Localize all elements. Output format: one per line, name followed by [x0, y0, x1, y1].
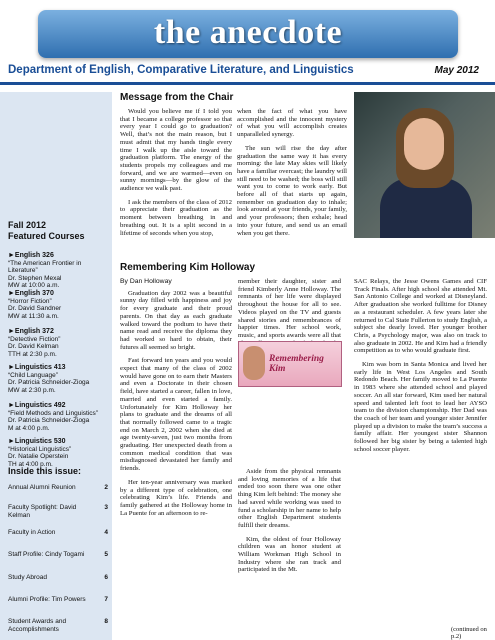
- toc-page: 3: [104, 504, 108, 511]
- course-name: “The American Frontier in Literature”: [8, 259, 82, 275]
- course-time: TTH at 2:30 p.m.: [8, 350, 57, 358]
- toc-label: Alumni Profile: Tim Powers: [8, 596, 86, 603]
- holloway-paragraph: Aside from the physical remnants and loving memories of a life that ended too soon there was one other thing Kim left behind: The money she had saved while working was used to fund a scholarship in her name to help other English Department students fulfill their dreams.: [238, 468, 341, 529]
- course-title: ►Linguistics 492: [8, 402, 66, 409]
- newsletter-title: the anecdote: [153, 14, 343, 51]
- holloway-column-3: [354, 278, 487, 459]
- course-name: “Field Methods and Linguistics”: [8, 409, 98, 417]
- course-title: ►English 372: [8, 328, 54, 335]
- course-instructor: Dr. David Kelman: [8, 343, 59, 351]
- course-item: [8, 402, 110, 432]
- chair-column-1: [120, 108, 232, 243]
- toc-page: 2: [104, 484, 108, 491]
- holloway-paragraph: Kim was born in Santa Monica and lived her early life in West Los Angeles and South Redondo Beach. Her family moved to La Puente in 1983 where she attended school and played soccer. An all star forward, Kim used her natural speed and talented left foot to lead her AYSO team to the division championship. Her Dad was the coach of her team and younger sister Jennifer played up a division to make the team’s success a family affair. Her youngest sister Shannon followed her big sister by being a talented high school soccer player.: [354, 361, 487, 453]
- toc-label: Annual Alumni Reunion: [8, 484, 76, 491]
- course-title: ►Linguistics 530: [8, 438, 66, 445]
- course-item: [8, 290, 110, 320]
- course-instructor: Dr. David Sandner: [8, 305, 62, 313]
- chair-paragraph: I ask the members of the class of 2012 to appreciate their graduation as the moment between breathing in and breathing out. It is a split second in a lifetime of seconds when you stop,: [120, 198, 232, 237]
- continued-note[interactable]: (continued on p.2): [451, 626, 487, 640]
- chair-column-2: [237, 108, 347, 243]
- holloway-paragraph: member their daughter, sister and friend Kimberly Anne Holloway. The remnants of her life were displayed throughout the house for all to see. Videos played on the TV and guests shared stories and remembrances of happier times. Her school work, music, and sports awards were all that: [238, 278, 341, 339]
- holloway-column-2b: [238, 468, 341, 580]
- page-header: [0, 0, 495, 86]
- image-caption-text: Remembering Kim: [269, 354, 324, 374]
- course-name: “Child Language”: [8, 371, 58, 379]
- course-item: [8, 438, 110, 468]
- issue-date: May 2012: [434, 65, 479, 76]
- sidebar-term: Fall 2012: [8, 220, 47, 230]
- toc-page: 5: [104, 551, 108, 558]
- course-time: M at 4:00 p.m.: [8, 424, 50, 432]
- holloway-paragraph: Kim, the oldest of four Holloway children was an honor student at William Workman High School in Industry where she ran track and participated in the Mt.: [238, 535, 341, 574]
- holloway-paragraph: Her ten-year anniversary was marked by a different type of celebration, one celebrating Kim’s life. Friends and family gathered at the Holloway home in La Puente for an afternoon to re-: [120, 478, 232, 517]
- holloway-column-1: [120, 278, 232, 523]
- holloway-paragraph: SAC Relays, the Jesse Owens Games and CIF Track Finals. After high school she attended Mt. San Antonio College and worked at Disneyland. After graduation she worked fulltime for Disney as a restaurant scheduler. A few years later she returned to Cal State Fullerton to study English, a subject she dearly loved. Her younger brother Chris, a Psychology major, was also on track to also graduate in 2002. He and Kim had a friendly competition as to who would graduate first.: [354, 278, 487, 355]
- course-item: [8, 328, 110, 358]
- course-title: ►English 370: [8, 290, 54, 297]
- toc-label: Study Abroad: [8, 574, 48, 581]
- course-title: ►Linguistics 413: [8, 364, 66, 371]
- course-name: “Horror Fiction”: [8, 297, 52, 305]
- course-time: MW at 2:30 p.m.: [8, 386, 56, 394]
- toc-label: Faculty Spotlight: David Kelman: [8, 504, 77, 519]
- header-divider: [0, 82, 495, 85]
- toc-heading: Inside this issue:: [8, 466, 82, 476]
- holloway-paragraph: Graduation day 2002 was a beautiful sunny day filled with happiness and joy for every graduate and their proud parents. On that day as each graduate walked toward the podium to have their name read and receive the diploma they had worked so hard to obtain, their futures all seemed so bright.: [120, 289, 232, 351]
- chair-paragraph: The sun will rise the day after graduation the same way it has every morning: the late May skies will likely have a familiar overcast; the laundry will still need to be washed; the boss will still want you to come to work early. But before all of that starts up again, remember on graduation day to inhale; look around at your friends, your family, and your professors; then exhale; head into your future, and send us an email when you get there.: [237, 144, 347, 237]
- toc-label: Staff Profile: Cindy Togami: [8, 551, 85, 558]
- toc-label: Student Awards and Accomplishments: [8, 618, 67, 633]
- course-instructor: Dr. Stephen Mexal: [8, 274, 62, 282]
- course-time: TH at 4:00 p.m.: [8, 460, 53, 468]
- holloway-paragraph: Fast forward ten years and you would expect that many of the class of 2002 would have gone on to earn their Masters and even a Doctorate in their chosen field, have started a career, fallen in love, married and even started a family. Unfortunately for Kim Holloway her plans to graduate and the dreams of all that normally followed came to a tragic end on March 2, 2002 when she died at age twenty-seven, just two months from graduating. Her unexpected death from a common medical condition that was misdiagnosed devastated her family and friends.: [120, 357, 232, 473]
- course-name: “Detective Fiction”: [8, 335, 61, 343]
- photo-face: [404, 118, 444, 170]
- article-byline: By Dan Holloway: [120, 278, 172, 285]
- masthead-banner: [38, 10, 458, 58]
- chair-portrait-photo: [354, 92, 495, 238]
- course-item: [8, 252, 110, 290]
- course-time: MW at 10:00 a.m.: [8, 282, 60, 290]
- kim-portrait: [243, 346, 265, 380]
- holloway-section-title: Remembering Kim Holloway: [120, 262, 256, 273]
- remembering-kim-image: [238, 341, 342, 387]
- course-instructor: Dr. Natalie Operstein: [8, 453, 69, 461]
- chair-section-title: Message from the Chair: [120, 92, 234, 103]
- course-title: ►English 326: [8, 252, 54, 259]
- toc-page: 8: [104, 618, 108, 625]
- course-name: “Historical Linguistics”: [8, 445, 72, 453]
- sidebar-heading: [8, 220, 85, 242]
- course-instructor: Dr. Patricia Schneider-Zioga: [8, 379, 90, 387]
- department-name: Department of English, Comparative Literature, and Linguistics: [8, 64, 354, 76]
- toc-label: Faculty in Action: [8, 529, 56, 536]
- sidebar-featured-courses: Featured Courses: [8, 231, 85, 241]
- chair-paragraph: when the fact of what you have accomplished and the innocent mystery of what you will accomplish creates unparalleled synergy.: [237, 108, 347, 139]
- toc-page: 6: [104, 574, 108, 581]
- toc-page: 7: [104, 596, 108, 603]
- course-time: MW at 11:30 a.m.: [8, 312, 59, 320]
- toc-page: 4: [104, 529, 108, 536]
- course-item: [8, 364, 110, 394]
- chair-paragraph: Would you believe me if I told you that I became a college professor so that every year I could go to graduation? Well, that’s not the main reason, but I must admit that my hands tingle every time I walk up the aisle toward the graduation platform. The energy of the students propels my colleagues and me forward, and we are warmed—even on sunny mornings—by the glow of the audience we walk past.: [120, 108, 232, 193]
- course-instructor: Dr. Patricia Schneider-Zioga: [8, 417, 90, 425]
